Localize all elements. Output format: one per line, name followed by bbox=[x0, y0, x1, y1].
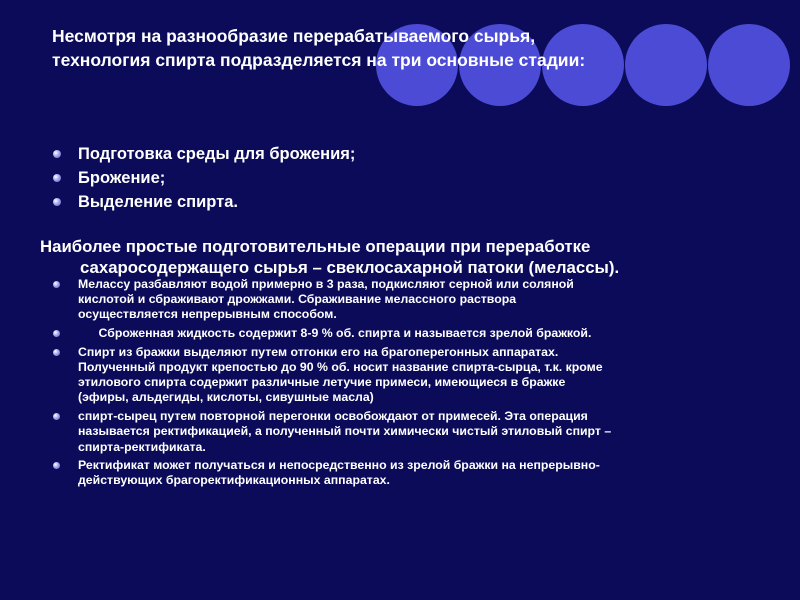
detail-line: осуществляется непрерывным способом. bbox=[78, 307, 337, 322]
detail-line: этилового спирта содержит различные летучие примеси, имеющиеся в бражке bbox=[78, 375, 566, 390]
detail-line: спирт-сырец путем повторной перегонки освобождают от примесей. Эта операция bbox=[78, 409, 588, 424]
bullet-dot-icon bbox=[53, 349, 60, 356]
subheading-line-2: сахаросодержащего сырья – свеклосахарной патоки (мелассы). bbox=[80, 258, 620, 277]
detail-line: действующих брагоректификационных аппаратах. bbox=[78, 473, 390, 488]
detail-item bbox=[52, 326, 772, 341]
detail-line: кислотой и сбраживают дрожжами. Сбраживание мелассного раствора bbox=[78, 292, 517, 307]
bullet-dot-icon bbox=[53, 330, 60, 337]
stage-item bbox=[52, 142, 355, 166]
bullet-dot-icon bbox=[53, 281, 60, 288]
bullet-dot-icon bbox=[53, 150, 61, 158]
slide-title-line-1: Несмотря на разнообразие перерабатываемого сырья, bbox=[52, 26, 536, 46]
detail-line: Мелассу разбавляют водой примерно в 3 раза, подкисляют серной или соляной bbox=[78, 277, 574, 291]
stage-text: Выделение спирта. bbox=[78, 193, 238, 211]
detail-line: называется ректификацией, а полученный почти химически чистый этиловый спирт – bbox=[78, 424, 612, 439]
detail-line: Спирт из бражки выделяют путем отгонки его на брагоперегонных аппаратах. bbox=[78, 344, 559, 359]
detail-item bbox=[52, 409, 772, 455]
stage-text: Подготовка среды для брожения; bbox=[78, 145, 356, 163]
bullet-dot-icon bbox=[53, 198, 61, 206]
stage-item bbox=[52, 166, 355, 190]
detail-item bbox=[52, 458, 772, 488]
detail-item bbox=[52, 277, 772, 323]
subheading-line-1: Наиболее простые подготовительные операции при переработке bbox=[40, 237, 591, 256]
detail-line: Ректификат может получаться и непосредственно из зрелой бражки на непрерывно- bbox=[78, 458, 600, 473]
detail-item bbox=[52, 345, 772, 406]
bullet-dot-icon bbox=[53, 174, 61, 182]
stage-text: Брожение; bbox=[78, 169, 166, 187]
bullet-dot-icon bbox=[53, 462, 60, 469]
stage-item bbox=[52, 190, 355, 214]
detail-line: (эфиры, альдегиды, кислоты, сивушные масла) bbox=[78, 390, 374, 405]
detail-line: Полученный продукт крепостью до 90 % об. носит название спирта-сырца, т.к. кроме bbox=[78, 360, 603, 375]
slide-title-line-2: технология спирта подразделяется на три основные стадии: bbox=[52, 50, 586, 70]
slide-title bbox=[52, 24, 752, 72]
stages-list bbox=[52, 142, 355, 214]
subheading bbox=[40, 236, 760, 278]
details-list bbox=[52, 277, 772, 492]
detail-line: Сброженная жидкость содержит 8-9 % об. спирта и называется зрелой бражкой. bbox=[78, 326, 592, 341]
bullet-dot-icon bbox=[53, 413, 60, 420]
detail-line: спирта-ректификата. bbox=[78, 439, 206, 454]
